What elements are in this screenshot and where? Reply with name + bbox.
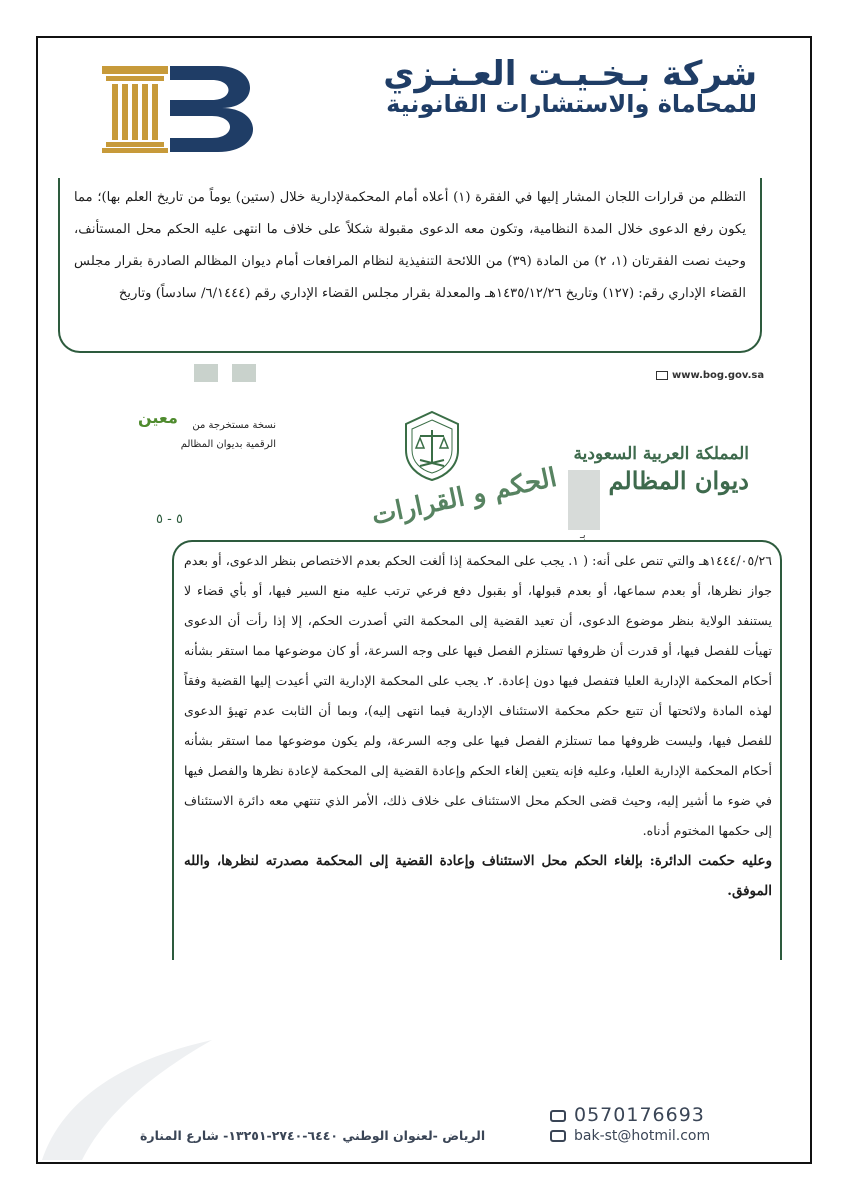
copy-note-line2: الرقمية بديوان المظالم [180, 439, 276, 450]
scanned-fragment-top [58, 178, 762, 353]
phone-icon [550, 1110, 566, 1122]
verdict-text: وعليه حكمت الدائرة: بإلغاء الحكم محل الاستئناف وإعادة القضية إلى المحكمة مصدرته لنظرها، والله الموفق. [184, 853, 772, 899]
footer-email [550, 1128, 710, 1144]
redacted-block [194, 364, 218, 382]
fragment-bottom-body [184, 546, 772, 906]
fragment-bottom-text: ١٤٤٤/٠٥/٢٦هـ والتي تنص على أنه: ( ١. يجب على المحكمة إذا ألغت الحكم بعدم الاختصاص بنظر الدعوى، أو بعدم جواز نظرها، أو بعدم سماعها، أو بعدم قبولها، أو بقبول دفع فرعي ترتب عليه منع السير فيها، أو بأي قضاء لا يستنفد الولاية بنظر موضوع الدعوى، أن تعيد القضية إلى المحكمة التي أصدرت الحكم، إلا إذا رأت أن الدعوى تهيأت للفصل فيها، أو قدرت أن ظروفها تستلزم الفصل فيها على وجه السرعة، أو كان موضوعها مما استقر بشأنه أحكام المحكمة الإدارية العليا فتفصل فيها دون إعادة. ٢. يجب على المحكمة الإدارية التي أعيدت إليها القضية وفقاً لهذه المادة ولائحتها أن تتبع حكم محكمة الاستئناف الإدارية فيما انتهى إليه)، وبما أن الثابت عدم تهيؤ الدعوى للفصل فيها، وليست ظروفها مما تستلزم الفصل فيها على وجه السرعة، ولم يكون موضوعها مما استقر بشأنه أحكام المحكمة الإدارية العليا، وعليه فإنه يتعين إلغاء الحكم وإعادة القضية إلى المحكمة لإعادة نظرها والفصل فيها في ضوء ما أشير إليه، وحيث قضى الحكم محل الاستئناف على خلاف ذلك، الأمر الذي تنتهي معه دائرة الاستئناف إلى حكمها المختوم أدناه. [184, 553, 772, 838]
kingdom-name: المملكة العربية السعودية [573, 444, 749, 464]
copy-note-line1: نسخة مستخرجة من [192, 420, 276, 431]
scanned-fragment-bottom [172, 540, 782, 960]
decisions-calligraphy: الحكم و القرارات [368, 462, 560, 532]
footer-phone [550, 1104, 705, 1126]
company-logo [100, 64, 270, 154]
redacted-block [568, 470, 600, 530]
website-text: www.bog.gov.sa [672, 370, 765, 381]
footer-address: الرياض -لعنوان الوطني ٦٤٤٠-٢٧٤٠-١٣٢٥١- شارع المنارة [140, 1128, 486, 1143]
monitor-icon [656, 371, 668, 380]
copy-note [166, 416, 276, 454]
ref-marker: بـ [580, 530, 586, 541]
email-address: bak-st@hotmil.com [574, 1128, 711, 1144]
phone-number: 0570176693 [574, 1104, 705, 1126]
court-emblem-icon [402, 410, 462, 482]
fragment-top-text: التظلم من قرارات اللجان المشار إليها في الفقرة (١) أعلاه أمام المحكمةلإدارية خلال (ستين) يوماً من تاريخ العلم بها)؛ مما يكون رفع الدعوى خلال المدة النظامية، وتكون معه الدعوى مقبولة شكلاً على خلاف ما انتهى عليه الحكم محل المستأنف، وحيث نصت الفقرتان (١، ٢) من المادة (٣٩) من اللائحة التنفيذية لنظام المرافعات أمام ديوان المظالم الصادرة بقرار مجلس القضاء الإداري رقم: (١٢٧) وتاريخ ١٤٣٥/١٢/٢٦هـ والمعدلة بقرار مجلس القضاء الإداري رقم (٦/١٤٤٤/ سادساً) وتاريخ [74, 190, 746, 301]
company-subtitle: للمحاماة والاستشارات القانونية [386, 90, 757, 118]
website-link [656, 370, 764, 381]
company-name: شركة بـخـيـت العـنـزي [383, 54, 757, 94]
redacted-block [232, 364, 256, 382]
board-of-grievances: ديوان المظالم [608, 466, 749, 495]
mueen-logo-text: معين [138, 408, 178, 427]
email-icon [550, 1130, 566, 1142]
page-number: ٥ - ٥ [156, 512, 183, 527]
